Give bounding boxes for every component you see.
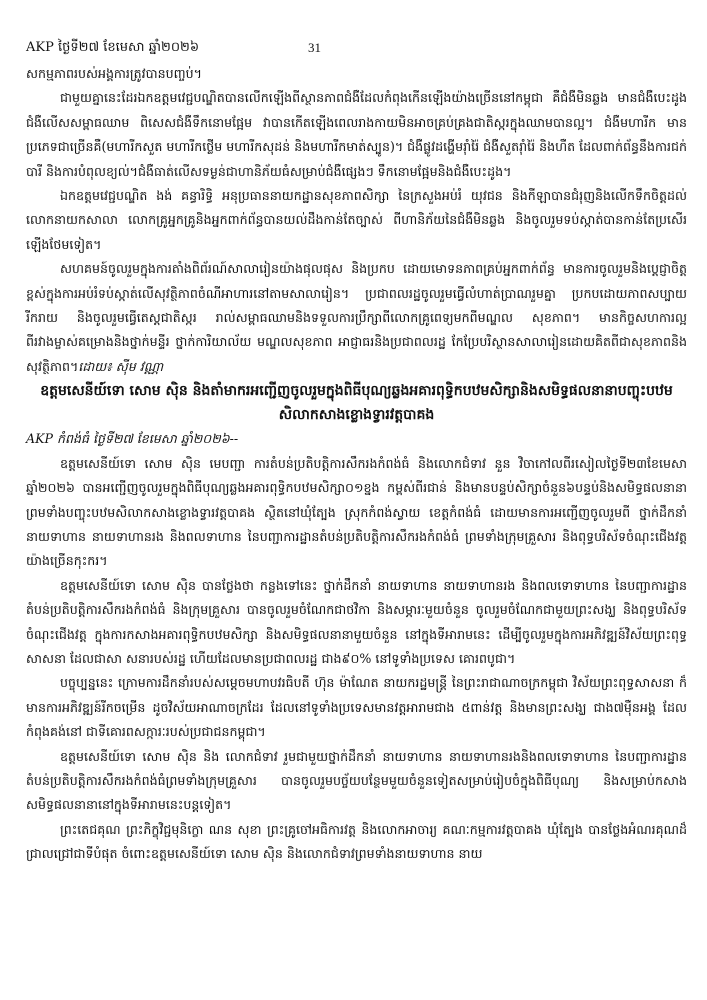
header-source-date: AKP ថ្ងៃទី២៧ ខែមេសា ឆ្នាំ២០២៦: [26, 40, 200, 55]
story2-paragraph-3: បច្ចុប្បន្ននេះ ក្រោមការដឹកនាំរបស់សម្តេចមហាបវរធិបតី ហ៊ុន ម៉ាណែត នាយករដ្ឋមន្ត្រី នៃព្រះរាជាណាចក្រកម្ពុជា វិស័យព្រះពុទ្ធសាសនា ក៏មានការអភិវឌ្ឍន៍រីកចម្រើន ដូចវិស័យអាណាចក្រដែរ ដែលនៅទូទាំងប្រទេសមានវត្តអារាមជាង ៥ពាន់វត្ត និងមានព្រះសង្ឃ ជាង៧ម៉ឺនអង្គ ដែលកំពុងគង់នៅ ជាទីគោរពសក្ការៈរបស់ប្រជាជនកម្ពុជា។: [26, 675, 687, 740]
page-number: 31: [308, 40, 321, 55]
article-body: [26, 62, 687, 867]
story2-paragraph-4: ឧត្តមសេនីយ៍ទោ សោម ស៊ិន និង លោកជំទាវ រួមជាមួយថ្នាក់ដឹកនាំ នាយទាហាន នាយទាហានរងនិងពលទោទាហាន នៃបញ្ជាការដ្ឋានតំបន់ប្រតិបត្តិការសឹករងកំពង់ធំព្រមទាំងក្រុមគ្រួសារ បានចូលរួមបច្ច័យបន្ថែមមួយចំនួនទៀតសម្រាប់រៀបចំក្នុងពិធីបុណ្យ និងសម្រាប់កសាងសមិទ្ធផលនានានៅក្នុងទីអារាមនេះបន្តទៀត។: [26, 748, 687, 813]
story1-paragraph-3-text: សហគមន៍ចូលរួមក្នុងការតាំងពិព័រណ៍សាលារៀនយ៉ាងផុលផុស និងប្រកប ដោយមោទនភាពគ្រប់អ្នកពាក់ព័ន្ធ មានការចូលរួមនិងប្តេជ្ញាចិត្តខ្ពស់ក្នុងការអប់រំទប់ស្កាត់លើសុវត្ថិភាពចំណីអាហារនៅតាមសាលារៀន។ ប្រជាពលរដ្ឋចូលរួមធ្វើលំហាត់ប្រាណរួមគ្នា ប្រកបដោយភាពសប្បាយរីករាយ និងចូលរួមធ្វើតេស្តជាតិស្ករ រាល់សម្ពាធឈាមនិងទទួលការប្រឹក្សាពីលោកគ្រូពេទ្យមកពីមណ្ឌល សុខភាព។ មានកិច្ចសហការល្អពីរវាងម្ចាស់គម្រោងនិងថ្នាក់មន្ទីរ ថ្នាក់ការិយាល័យ មណ្ឌលសុខភាព អាជ្ញាធរនិងប្រជាពលរដ្ឋ កែប្រែបរិស្ថានសាលារៀនដោយគិតពីជាសុខភាពនិងសុវត្ថិភាព។: [26, 261, 687, 374]
story2-paragraph-2: ឧត្តមសេនីយ៍ទោ សោម ស៊ិន បានថ្លែងថា កន្លងទៅនេះ ថ្នាក់ដឹកនាំ នាយទាហាន នាយទាហានរង និងពលទោទាហាន នៃបញ្ជាការដ្ឋានតំបន់ប្រតិបត្តិការសឹករងកំពង់ធំ និងក្រុមគ្រួសារ បានចូលរួមចំណែកជាថវិកា និងសម្ភារៈមួយចំនួន ចូលរួមចំណែកជាមួយព្រះសង្ឃ និងពុទ្ធបរិស័ទចំណុះជើងវត្ត ក្នុងការកសាងអគារពុទ្ធិកបឋមសិក្សា និងសមិទ្ធផលនានាមួយចំនួន នៅក្នុងទីអារាមនេះ ដើម្បីចូលរួមក្នុងការអភិវឌ្ឍន៍វិស័យព្រះពុទ្ធសាសនា ដែលជាសា សនារបស់រដ្ឋ ហើយដែលមានប្រជាពលរដ្ឋ ជាង៩០% នៅទូទាំងប្រទេស គោរពបូជា។: [26, 577, 687, 666]
page-header: [26, 38, 687, 58]
story2-headline: ឧត្តមសេនីយ៍ទោ សោម ស៊ិន និងតាំមាករអញ្ជើញចូលរួមក្នុងពិធីបុណ្យឆ្លងអគារពុទ្ធិកបឋមសិក្សានិងសមិទ្ធផលនានាបញ្ចុះបឋមសិលាកសាងខ្លោងទ្វារវត្តបាគង: [40, 383, 673, 424]
story1-paragraph-3: [26, 257, 687, 379]
story1-paragraph-2: ឯកឧត្តមវេជ្ជបណ្ឌិត ងង់ គន្ធារិទ្ធិ អនុប្រធាននាយកដ្ឋានសុខភាពសិក្សា នៃក្រសួងអប់រំ យុវជន និងកីឡាបានជំរុញនិងលើកទឹកចិត្តដល់ លោកនាយកសាលា លោកគ្រូអ្នកគ្រូនិងអ្នកពាក់ព័ន្ធបានយល់ដឹងកាន់តែច្បាស់ ពីហានិភ័យនៃជំងឺមិនឆ្លង និងចូលរួមទប់ស្កាត់បានកាន់តែប្រសើរឡើងថែមទៀត។: [26, 188, 687, 252]
story2-paragraph-1: ឧត្តមសេនីយ៍ទោ សោម ស៊ិន មេបញ្ជា ការតំបន់ប្រតិបត្តិការសឹករងកំពង់ធំ និងលោកជំទាវ នួន វិចាកៅលពីរសៀលថ្ងៃទី២៣ខែមេសាឆ្នាំ២០២៦ បានអញ្ជើញចូលរួមក្នុងពិធីបុណ្យឆ្លងអគារពុទ្ធិកបឋមសិក្សា០១ខ្នង កម្ពស់ពីរជាន់ និងមានបន្ទប់សិក្សាចំនួន៦បន្ទប់និងសមិទ្ធផលនានាព្រមទាំងបញ្ចុះបឋមសិលាកសាងខ្លោងទ្វារវត្តបាគង ស្ថិតនៅឃុំត្បែង ស្រុកកំពង់ស្វាយ ខេត្តកំពង់ធំ ដោយមានការអញ្ជើញចូលរួមពី ថ្នាក់ដឹកនាំ នាយទាហាន នាយទាហានរង និងពលទាហាន នៃបញ្ជាការដ្ឋានតំបន់ប្រតិបត្តិការសឹករងកំពង់ធំ ព្រមទាំងក្រុមគ្រួសារ និងពុទ្ធបរិស័ទចំណុះជើងវត្តយ៉ាងច្រើនកុះករ។: [26, 455, 687, 569]
story2-dateline: AKP កំពង់ធំ ថ្ងៃទី២៧ ខែមេសា ឆ្នាំ២០២៦--: [26, 431, 239, 447]
story2-paragraph-5: ព្រះតេជគុណ ព្រះភិក្ខុវិជ្ជមុនិក្ខោ ណន សុខា ព្រះគ្រូចៅអធិការវត្ត និងលោកអាចារ្យ គណៈកម្មការវត្តបាគង ឃុំត្បែង បានថ្លែងអំណរគុណដ៏ជ្រាលជ្រៅជាទីបំផុត ចំពោះឧត្តមសេនីយ៍ទោ សោម ស៊ិន និងលោកជំទាវព្រមទាំងនាយទាហាន នាយ: [26, 821, 687, 862]
story1-lead: សកម្មភាពរបស់អង្គការត្រូវបានបញ្ចប់។: [26, 66, 202, 81]
story1-author: ដោយ៖ ស៊ីម វណ្ណា: [78, 358, 164, 374]
story1-paragraph-1: ជាមួយគ្នានេះដែរឯកឧត្តមវេជ្ជបណ្ឌិតបានលើកឡើងពីស្ថានភាពជំងឺដែលកំពុងកើនឡើងយ៉ាងច្រើននៅកម្ពុជា គឺជំងឺមិនឆ្លង មានជំងឺបេះដូង ជំងឺលើសសម្ពាធឈាម ពិសេសជំងឺទឹកនោមផ្អែម វាបានកើតឡើងពេលរាងកាយមិនអាចគ្រប់គ្រងជាតិស្ករក្នុងឈាមបានល្អ។ ជំងឺមហារីក មានប្រភេទជាច្រើនគឺ(មហារីកសួត មហារីកថ្លើម មហារីកសុដន់ និងមហារីកមាត់ស្បូន)។ ជំងឺផ្លូវដង្ហើមរ៉ាំរ៉ៃ ជំងឺសួតរ៉ាំរ៉ៃ និងហឺត ដែលពាក់ព័ន្ធនឹងការជក់បារី និងការបំពុលខ្យល់។ជំងឺធាត់លើសទម្ងន់ជាហានិភ័យធំសម្រាប់ជំងឺផ្សេងៗ ទឹកនោមផ្អែមនិងជំងឺបេះដូង។: [26, 90, 687, 179]
